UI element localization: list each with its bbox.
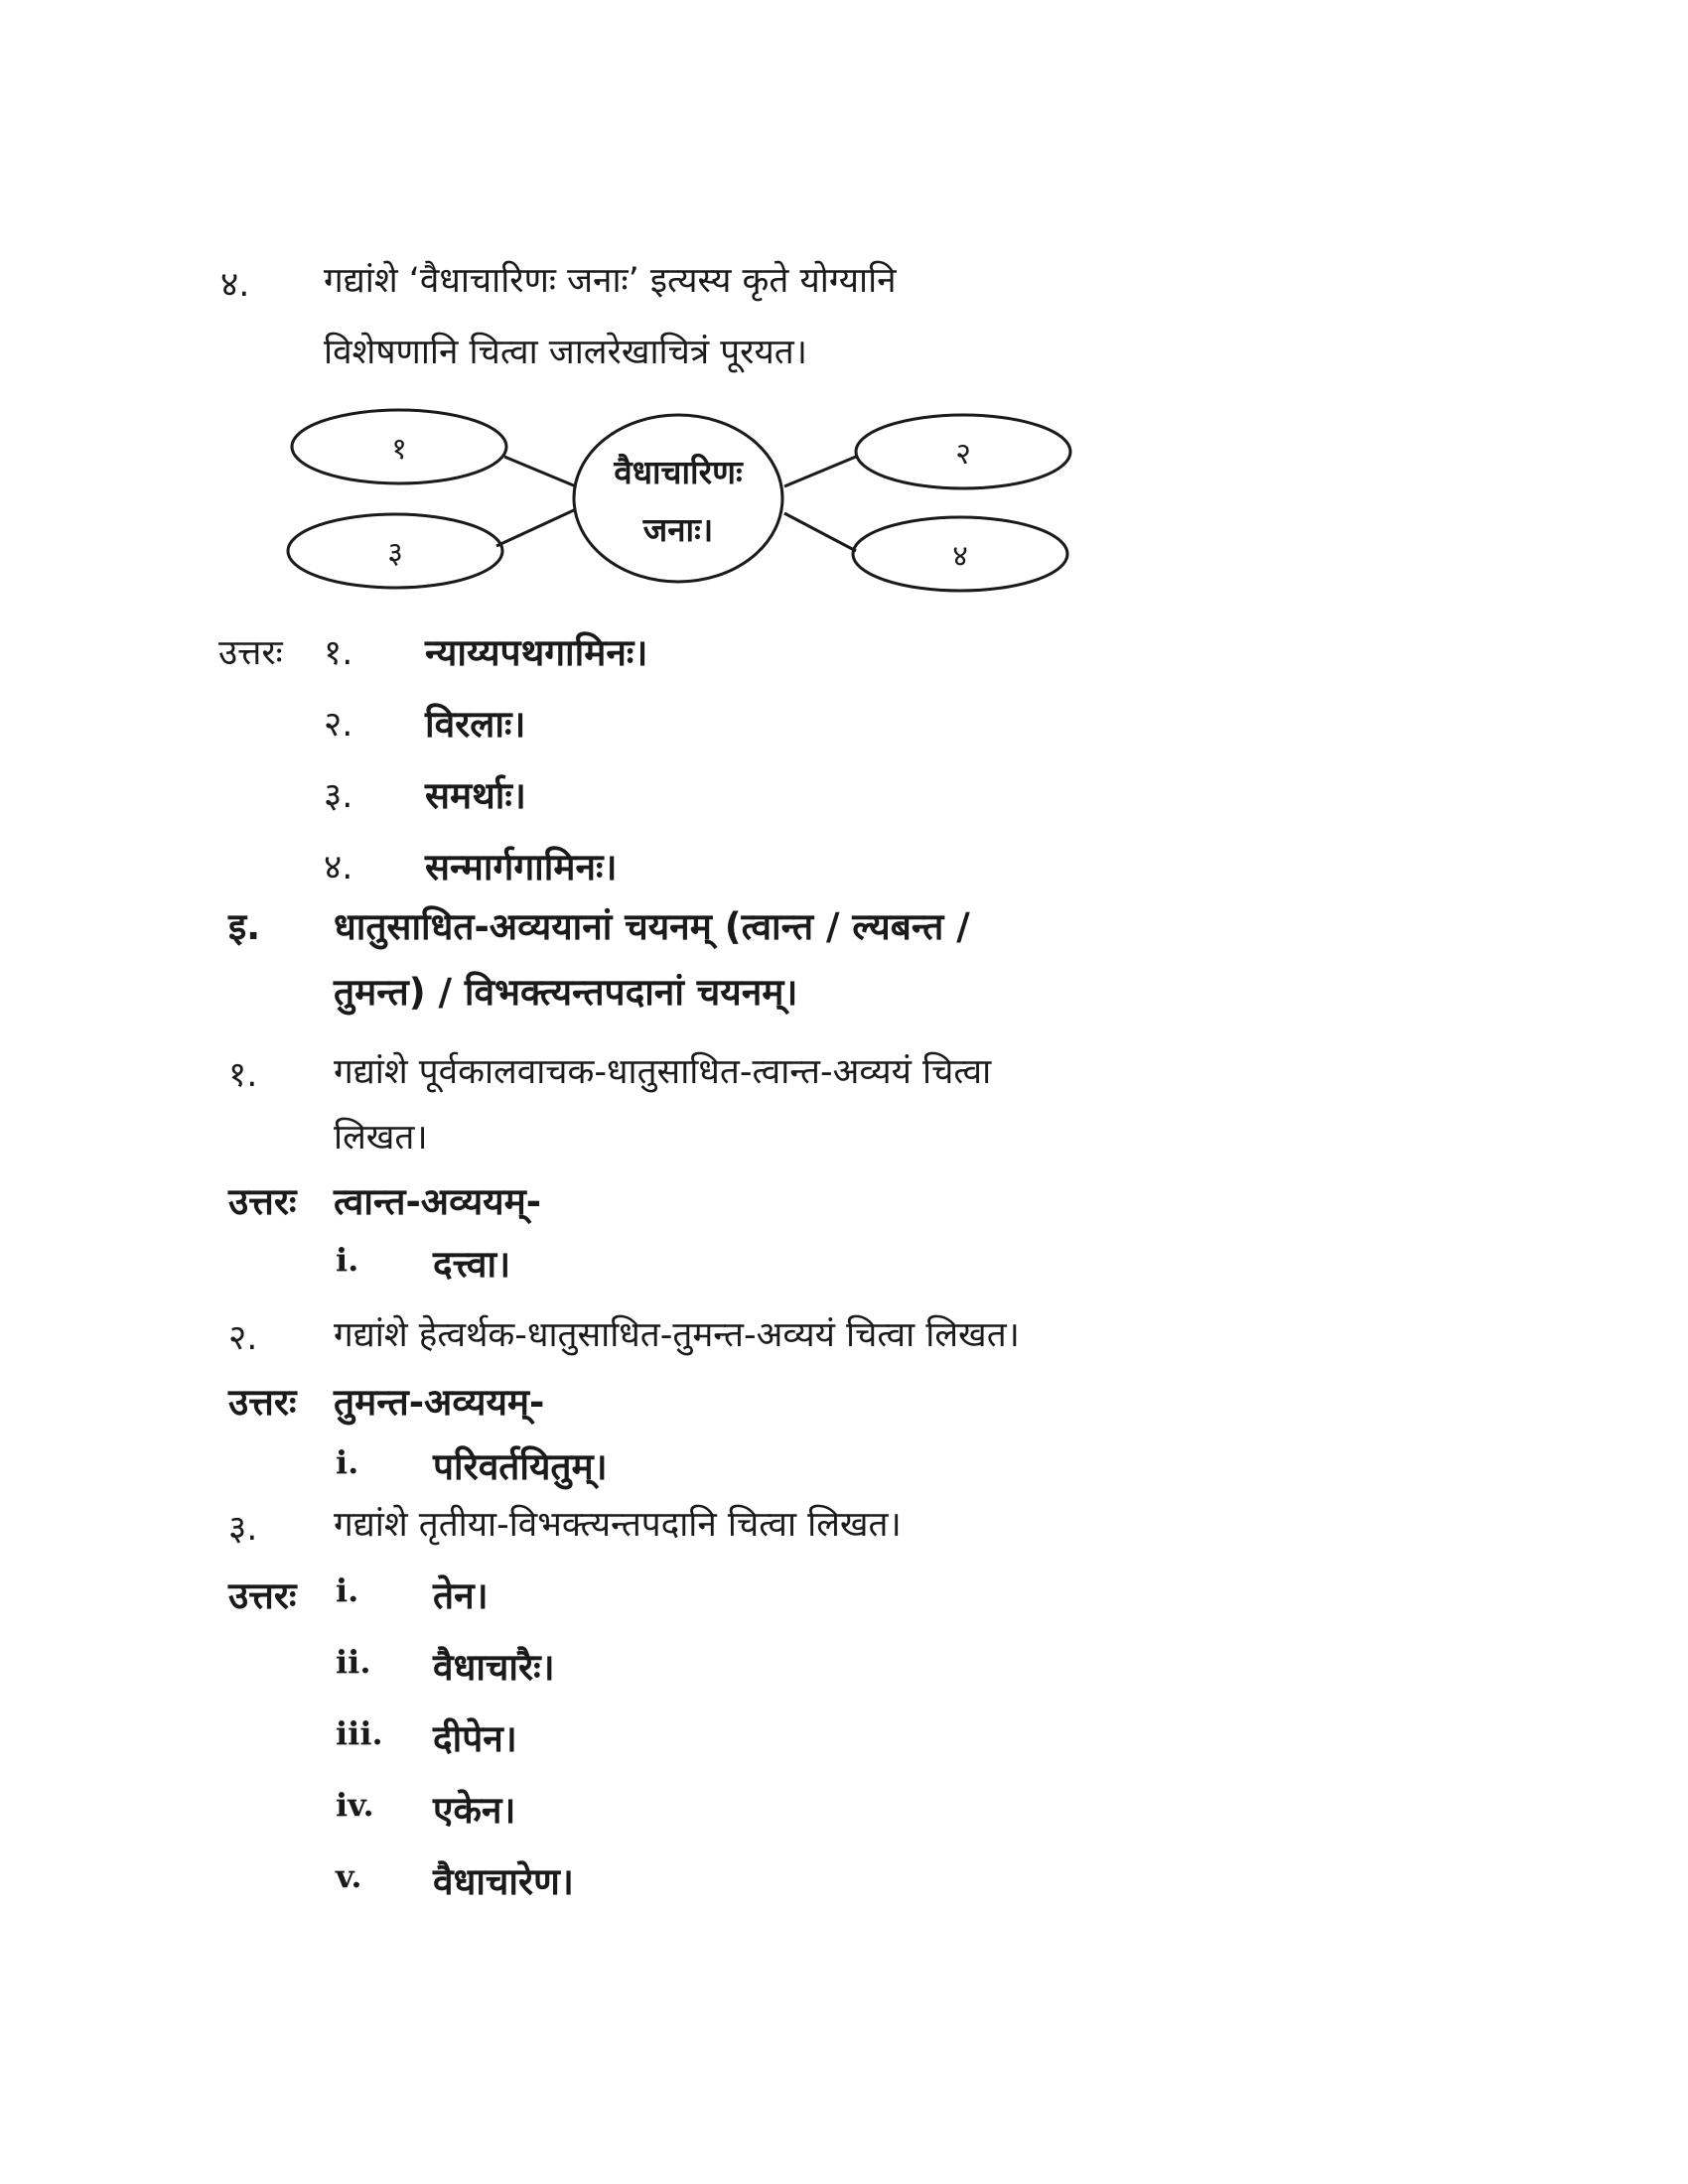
answer-item-text: तेन। <box>433 1574 489 1617</box>
answer-item-number: iv. <box>336 1786 374 1824</box>
answer-item-number: i. <box>336 1571 359 1609</box>
center-ellipse <box>574 415 782 582</box>
web-chart-diagram <box>278 402 1092 615</box>
section-marker: इ. <box>228 905 261 948</box>
answer-item-text: दीपेन। <box>433 1717 517 1760</box>
answer-item-number: ३. <box>324 776 353 816</box>
center-label-line-1: वैधाचारिणः <box>614 453 743 491</box>
answer-heading: तुमन्त-अव्ययम्- <box>334 1381 545 1424</box>
connector-line-4 <box>784 513 856 551</box>
question-4-line-1: गद्यांशे ‘वैधाचारिणः जनाः’ इत्यस्य कृते योग्यानि <box>324 261 897 301</box>
answer-item-number: v. <box>336 1857 362 1895</box>
answer-item-text: विरलाः। <box>425 703 526 746</box>
answer-item-text: वैधाचारेण। <box>433 1860 574 1903</box>
node-label-1: १ <box>391 432 407 467</box>
node-label-4: ४ <box>952 539 968 574</box>
answer-item-number: i. <box>336 1241 359 1279</box>
answer-item-number: २. <box>324 705 353 745</box>
node-label-3: ३ <box>387 536 403 571</box>
question-1-line-2: लिखत। <box>334 1118 428 1158</box>
question-4-number: ४. <box>220 265 250 305</box>
question-3-number: ३. <box>228 1509 258 1549</box>
answer-label: उत्तरः <box>218 633 283 673</box>
question-1-number: १. <box>228 1055 258 1095</box>
answer-item-text: न्याय्यपथगामिनः। <box>425 631 648 674</box>
answer-item-number: i. <box>336 1443 359 1481</box>
answer-item-number: १. <box>324 633 353 673</box>
question-3-line-1: गद्यांशे तृतीया-विभक्त्यन्तपदानि चित्वा लिखत। <box>334 1505 902 1545</box>
connector-line-1 <box>504 457 576 486</box>
connector-line-2 <box>784 457 856 486</box>
answer-item-number: iii. <box>336 1714 383 1752</box>
section-heading-line-1: धातुसाधित-अव्ययानां चयनम् (त्वान्त / ल्यबन्त / <box>334 905 970 948</box>
answer-item-text: समर्थाः। <box>425 774 526 817</box>
answer-item-text: दत्त्वा। <box>433 1243 511 1286</box>
connector-line-3 <box>496 509 576 546</box>
answer-item-text: सन्मार्गगामिनः। <box>425 846 618 888</box>
question-2-number: २. <box>228 1318 258 1358</box>
answer-item-number: ii. <box>336 1643 371 1681</box>
answer-item-text: वैधाचारैः। <box>433 1646 555 1689</box>
answer-item-text: एकेन। <box>433 1789 516 1832</box>
question-4-line-2: विशेषणानि चित्वा जालरेखाचित्रं पूरयत। <box>324 333 807 372</box>
answer-heading: त्वान्त-अव्ययम्- <box>334 1180 542 1223</box>
section-heading-line-2: तुमन्त) / विभक्त्यन्तपदानां चयनम्। <box>334 971 798 1014</box>
answer-label: उत्तरः <box>228 1574 297 1617</box>
center-label-line-2: जनाः। <box>642 510 714 549</box>
node-label-2: २ <box>955 437 971 472</box>
answer-item-number: ४. <box>324 848 353 887</box>
question-2-line-1: गद्यांशे हेत्वर्थक-धातुसाधित-तुमन्त-अव्ययं चित्वा लिखत। <box>334 1315 1020 1355</box>
question-1-line-1: गद्यांशे पूर्वकालवाचक-धातुसाधित-त्वान्त-अव्ययं चित्वा <box>334 1052 992 1092</box>
answer-label: उत्तरः <box>228 1381 297 1424</box>
answer-item-text: परिवर्तयितुम्। <box>433 1445 608 1488</box>
answer-label: उत्तरः <box>228 1180 297 1223</box>
